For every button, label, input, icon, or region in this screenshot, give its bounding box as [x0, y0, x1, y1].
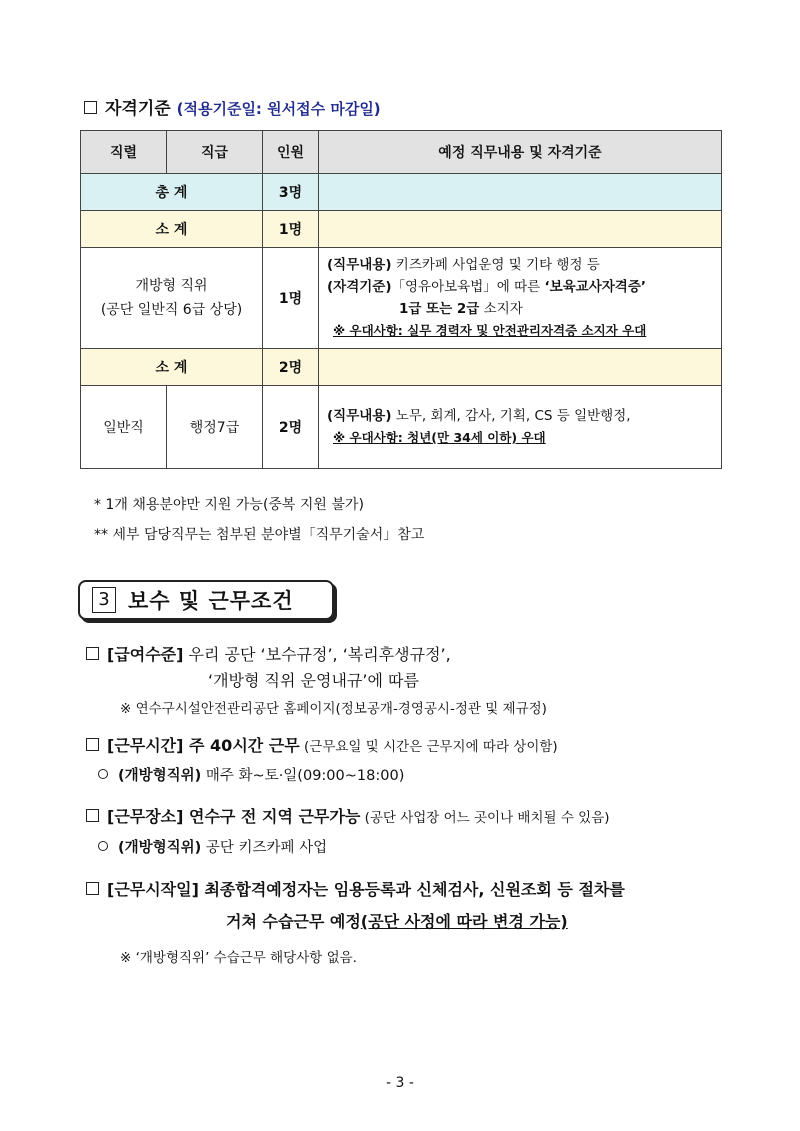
- hours-sub-line: [98, 764, 404, 785]
- checkbox-square-icon: [86, 738, 99, 751]
- open-position-count: 1명: [263, 248, 319, 349]
- checkbox-square-icon: [86, 882, 99, 895]
- pay-note: ※ 연수구시설안전관리공단 홈페이지(정보공개-경영공시-정관 및 제규정): [120, 701, 547, 717]
- subtotal-count-1: 1명: [263, 211, 319, 248]
- subtotal-row-2: [81, 349, 722, 386]
- note-job-description: ** 세부 담당직무는 첨부된 분야별「직무기술서」참고: [94, 527, 425, 543]
- total-row: [81, 174, 722, 211]
- place-sub-key: (개방형직위): [118, 840, 202, 856]
- table-row-general: [81, 386, 722, 469]
- place-text: 연수구 전 지역 근무가능: [183, 807, 361, 826]
- general-duty: [319, 386, 722, 469]
- general-grade: 행정7급: [167, 386, 263, 469]
- general-preference: ※ 우대사항: 청년(만 34세 이하) 우대: [333, 430, 546, 445]
- start-text-2a: 거쳐 수습근무 예정: [226, 912, 361, 931]
- pay-key: [급여수준]: [107, 645, 184, 664]
- page-number: - 3 -: [386, 1075, 414, 1091]
- open-position-name: [81, 248, 263, 349]
- note-single-application: * 1개 채용분야만 지원 가능(중복 지원 불가): [94, 497, 364, 513]
- general-duty-key: (직무내용): [327, 408, 392, 424]
- pay-text-1: 우리 공단 ‘보수규정’, ‘복리후생규정’,: [183, 645, 451, 664]
- hours-text: 주 40시간 근무: [183, 736, 300, 755]
- circle-bullet-icon: [98, 841, 108, 851]
- open-qual-key: (자격기준): [327, 279, 392, 295]
- hours-sub-key: (개방형직위): [118, 768, 202, 784]
- place-small: (공단 사업장 어느 곳이나 배치될 수 있음): [360, 810, 610, 826]
- section-3-heading: [78, 580, 334, 620]
- open-qual-line2-tail: 소지자: [479, 301, 523, 317]
- open-position-name-line2: (공단 일반직 6급 상당): [100, 302, 243, 318]
- checkbox-square-icon: [84, 101, 97, 114]
- hours-sub-text: 매주 화~토·일(09:00~18:00): [201, 768, 405, 784]
- start-line-2: [226, 909, 568, 932]
- open-position-duty: [319, 248, 722, 349]
- circle-bullet-icon: [98, 769, 108, 779]
- start-line-1: [86, 877, 625, 900]
- header-duty: 예정 직무내용 및 자격기준: [319, 131, 722, 174]
- header-series: 직렬: [81, 131, 167, 174]
- open-qual-text: 「영유아보육법」에 따른: [391, 279, 545, 295]
- start-text-2b: (공단 사정에 따라 변경 가능): [360, 912, 568, 931]
- start-note: ※ ‘개방형직위’ 수습근무 해당사항 없음.: [120, 950, 357, 966]
- general-duty-text: 노무, 회계, 감사, 기획, CS 등 일반행정,: [391, 408, 631, 424]
- qualification-heading: [84, 94, 381, 119]
- section-number: 3: [92, 587, 116, 613]
- pay-line-1: [86, 642, 451, 665]
- qualification-title: 자격기준: [105, 99, 171, 119]
- subtotal-empty-2: [319, 349, 722, 386]
- place-sub-text: 공단 키즈카페 사업: [201, 840, 328, 856]
- open-preference: ※ 우대사항: 실무 경력자 및 안전관리자격증 소지자 우대: [333, 323, 647, 338]
- total-empty: [319, 174, 722, 211]
- total-label: 총 계: [81, 174, 263, 211]
- general-series: 일반직: [81, 386, 167, 469]
- open-position-name-line1: 개방형 직위: [135, 278, 208, 294]
- header-grade: 직급: [167, 131, 263, 174]
- place-key: [근무장소]: [107, 807, 184, 826]
- start-text-1: 최종합격예정자는 임용등록과 신체검사, 신원조회 등 절차를: [198, 880, 625, 899]
- total-count: 3명: [263, 174, 319, 211]
- place-sub-line: [98, 836, 327, 857]
- hours-key: [근무시간]: [107, 736, 184, 755]
- checkbox-square-icon: [86, 647, 99, 660]
- table-header-row: [81, 131, 722, 174]
- checkbox-square-icon: [86, 809, 99, 822]
- subtotal-label-2: 소 계: [81, 349, 263, 386]
- subtotal-row-1: [81, 211, 722, 248]
- open-qual-line2: 1급 또는 2급: [399, 301, 480, 317]
- open-duty-text: 키즈카페 사업운영 및 기타 행정 등: [391, 257, 600, 273]
- general-count: 2명: [263, 386, 319, 469]
- header-count: 인원: [263, 131, 319, 174]
- pay-line-2: ‘개방형 직위 운영내규’에 따름: [208, 671, 419, 690]
- section-title: 보수 및 근무조건: [128, 589, 294, 613]
- place-line: [86, 804, 610, 827]
- open-duty-key: (직무내용): [327, 257, 392, 273]
- hours-small: (근무요일 및 시간은 근무지에 따라 상이함): [299, 739, 558, 755]
- subtotal-label-1: 소 계: [81, 211, 263, 248]
- qualification-table: [80, 130, 722, 469]
- start-key: [근무시작일]: [107, 880, 199, 899]
- subtotal-count-2: 2명: [263, 349, 319, 386]
- open-qual-bold: ‘보육교사자격증’: [544, 279, 647, 295]
- subtotal-empty-1: [319, 211, 722, 248]
- hours-line: [86, 733, 558, 756]
- qualification-subtitle: (적용기준일: 원서접수 마감일): [176, 100, 381, 118]
- table-row-open-position: [81, 248, 722, 349]
